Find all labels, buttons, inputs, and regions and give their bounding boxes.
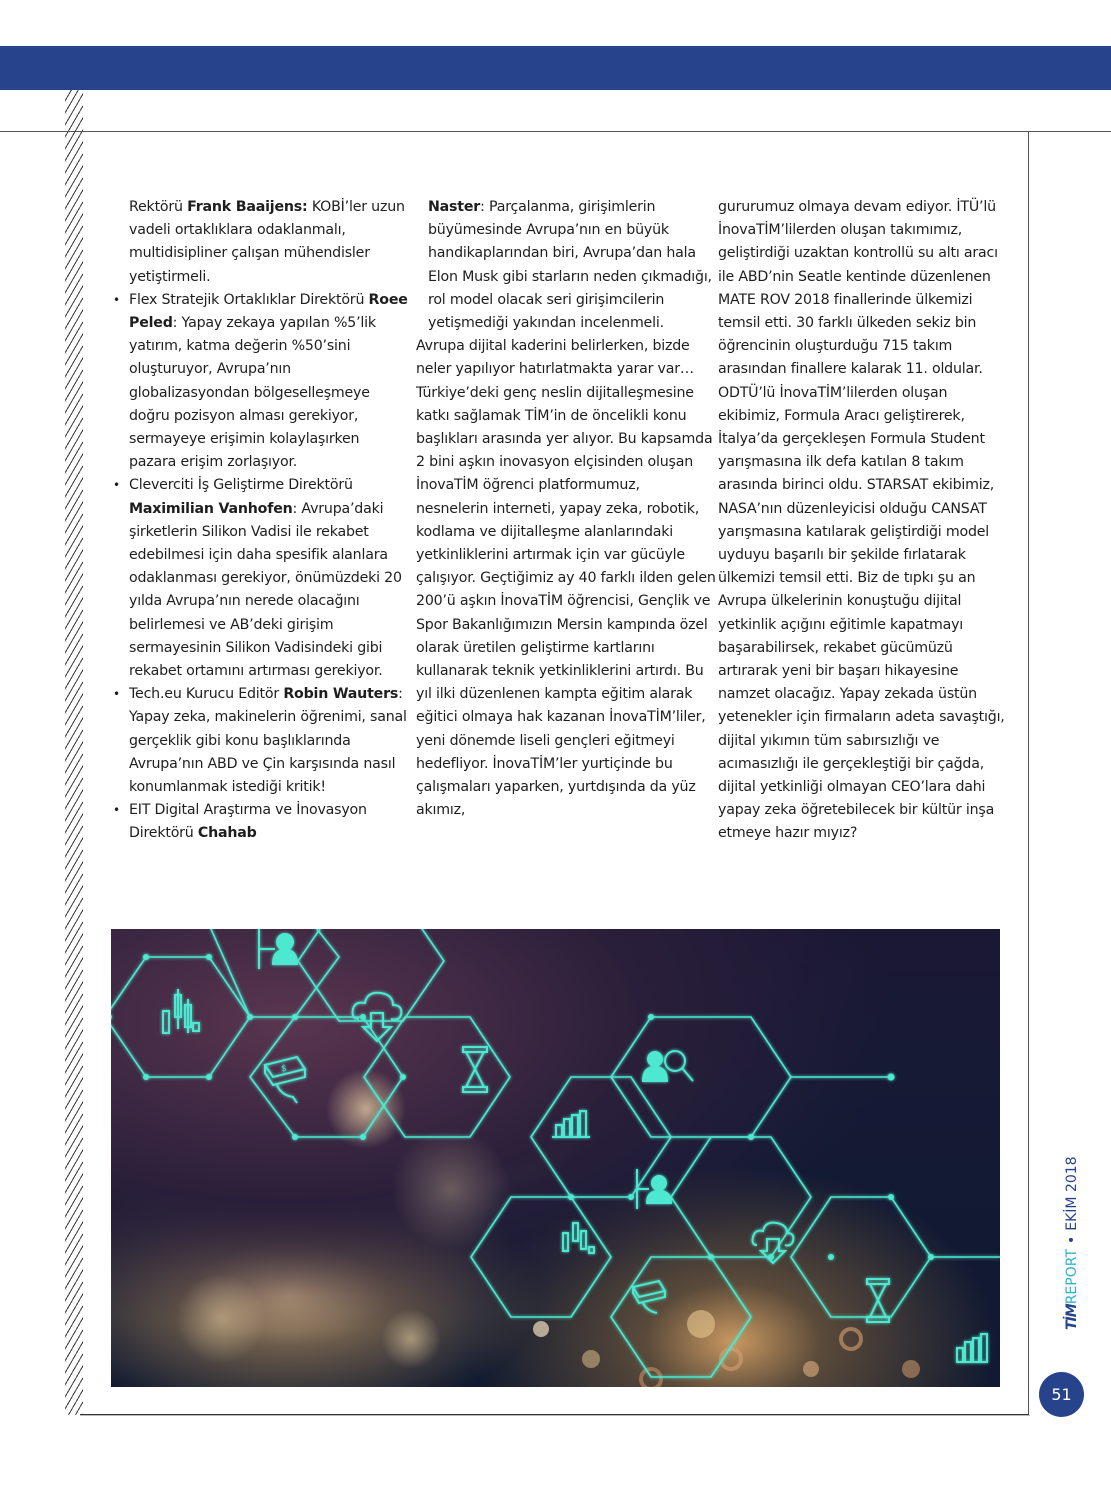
money-hand-icon — [265, 1057, 305, 1103]
list-item — [117, 289, 409, 475]
hexagon — [671, 1137, 811, 1257]
body-paragraph: gururumuz olmaya devam ediyor. İTÜ’lü İnovaTİM’lilerden oluşan takımımız, geliştirdiği uzaktan kontrollü su altı aracı ile ABD’nin Seatle kentinde düzenlenen MATE ROV 2018 finallerinde ülkemizi temsil etti. 30 farklı ülkeden sekiz bin öğrencinin oluşturduğu 715 takım arasından finallere kalarak 11. oldular. ODTÜ’lü İnovaTİM’lilerden oluşan ekibimiz, Formula Aracı geliştirerek, İtalya’da gerçekleşen Formula Student yarışmasına ilk defa katılan 8 takım arasında birinci oldu. STARSAT ekibimiz, NASA’nın düzenleyicisi olduğu CANSAT yarışmasına katılarak geliştirdiği model uyduyu başarılı bir şekilde fırlatarak ülkemizi temsil etti. Biz de tıpkı şu an Avrupa ülkelerinin konuştuğu dijital yetkinlik açığını eğitimle kapatmayı başarabilirsek, rekabet gücümüzü artırarak yeni bir başarı hikayesine namzet olacağız. Yapay zekada üstün yetenekler için firmaların adeta savaştığı, dijital yıkımın tüm sabırsızlığı ve acımasızlığı ile gerçekleştiği bir çağda, dijital yetkinliği olmayan CEO’lara dahi yapay zeka öğretebilecek bir kültür inşa etmeye hazır mıyız? — [718, 199, 1005, 842]
frame-bottom-shadow — [80, 1415, 1030, 1416]
speaker-role: Tech.eu Kurucu Editör — [129, 686, 284, 703]
issue-footer — [1063, 1156, 1081, 1330]
speaker-list — [117, 289, 409, 846]
bokeh-lights — [176, 1069, 920, 1387]
article-photo — [111, 929, 1000, 1387]
lead-prefix: Rektörü — [129, 199, 188, 215]
hexagon — [211, 929, 339, 1017]
speaker-name: Naster — [428, 199, 481, 215]
header-band — [0, 46, 1111, 90]
speaker-quote: : Yapay zekaya yapılan %5’lik yatırım, katma değerin %50’sini oluşturuyor, Avrupa’nın globalizasyondan bölgeselleşmeye doğru pozisyon alması gerekiyor, sermayeye erişimin kolaylaşırken pazara erişim zorlaşıyor. — [129, 315, 376, 471]
speaker-name: Chahab — [197, 825, 257, 842]
svg-text:$: $ — [281, 1064, 287, 1074]
separator-dot: • — [1064, 1235, 1080, 1244]
user-search-icon — [643, 1051, 693, 1081]
continued-quote — [416, 196, 716, 335]
candlestick-chart-icon — [563, 1223, 594, 1253]
network-user-icon — [637, 1169, 671, 1209]
hourglass-icon — [463, 1047, 487, 1092]
top-rule — [0, 131, 1111, 132]
body-paragraph: Avrupa dijital kaderini belirlerken, bizde neler yapılıyor hatırlatmakta yarar var… Türkiye’deki genç neslin dijitalleşmesine katkı sağlamak TİM’in de öncelikli konu başlıkları arasında yer alıyor. Bu kapsamda 2 bini aşkın inovasyon elçisinden oluşan İnovaTİM öğrenci platformumuz, nesnelerin interneti, yapay zeka, robotik, kodlama ve dijitalleşme alanlarındaki yetkinliklerini artırmak için var gücüyle çalışıyor. Geçtiğimiz ay 40 farklı ilden gelen 200’ü aşkın İnovaTİM öğrencisi, Gençlik ve Spor Bakanlığımızın Mersin kampında özel olarak üretilen geliştirme kartlarını kullanarak teknik yetkinliklerini artırdı. Bu yıl ilki düzenlenen kampta eğitim alarak eğitici olmaya hak kazanan İnovaTİM’liler, yeni dönemde liseli gençleri eğitmeyi hedefliyor. İnovaTİM’ler yurtiçinde bu çalışmaları yaparken, yurtdışında da yüz akımız, — [416, 338, 716, 819]
speaker-role: Flex Stratejik Ortaklıklar Direktörü — [129, 291, 369, 308]
list-item — [117, 683, 409, 799]
hexagon — [611, 1017, 791, 1137]
speaker-quote: : Avrupa’daki şirketlerin Silikon Vadisi ile rekabet edebilmesi için daha spesifik alanlara odaklanması gerekiyor, önümüzdeki 20 yılda Avrupa’nın nerede olacağını belirlemesi ve AB’deki girişim sermayesinin Silikon Vadisindeki gibi rekabet ortamını artırması gerekiyor. — [129, 500, 402, 680]
lead-quote — [117, 196, 409, 289]
hourglass-icon — [867, 1279, 889, 1322]
issue-date: EKİM 2018 — [1064, 1156, 1080, 1231]
network-user-icon — [259, 929, 297, 969]
speaker-quote: : Yapay zeka, makinelerin öğrenimi, sanal gerçeklik gibi konu başlıklarında Avrupa’nın ABD ve Çin karşısında nasıl konumlanmak istediği kritik! — [129, 686, 407, 796]
bar-chart-icon — [552, 1111, 590, 1137]
hatched-margin — [65, 90, 83, 1415]
nodes — [111, 954, 934, 1260]
candlestick-chart-icon — [163, 989, 199, 1033]
speaker-name: Maximilian Vanhofen — [129, 500, 293, 517]
hexagon — [791, 1197, 931, 1317]
page-number-badge: 51 — [1039, 1372, 1084, 1417]
hexagon — [298, 929, 444, 1021]
brand-report: REPORT — [1064, 1249, 1080, 1305]
list-item — [117, 799, 409, 845]
speaker-role: EIT Digital Araştırma ve İnovasyon Direktörü — [129, 802, 367, 842]
icon-glyphs — [163, 929, 987, 1362]
money-hand-icon — [633, 1281, 665, 1313]
brand-tim: TİM — [1064, 1304, 1080, 1330]
speaker-quote: : Parçalanma, girişimlerin büyümesinde Avrupa’nın en büyük handikaplarından biri, Avrupa’dan hala Elon Musk gibi starların neden çıkmadığı, rol model olacak seri girişimcilerin yetişmediği yakından incelenmeli. — [428, 199, 712, 332]
speaker-name: Frank Baaijens: — [187, 199, 308, 215]
bar-chart-icon — [957, 1334, 987, 1362]
hexagon — [611, 1257, 751, 1377]
list-item — [117, 474, 409, 683]
frame-right-rule — [1028, 131, 1029, 1415]
speaker-name: Roee Peled — [129, 291, 408, 332]
speaker-name: Robin Wauters — [283, 686, 399, 703]
article-column-3 — [718, 196, 1013, 846]
speaker-role: Cleverciti İş Geliştirme Direktörü — [129, 477, 353, 494]
hexagon-network-graphic — [111, 929, 1000, 1387]
lead-text: KOBİ’ler uzun vadeli ortaklıklara odaklanmalı, multidisipliner çalışan mühendisler yetiştirmeli. — [129, 199, 405, 285]
article-column-2 — [416, 196, 716, 822]
article-column-1 — [117, 196, 409, 846]
